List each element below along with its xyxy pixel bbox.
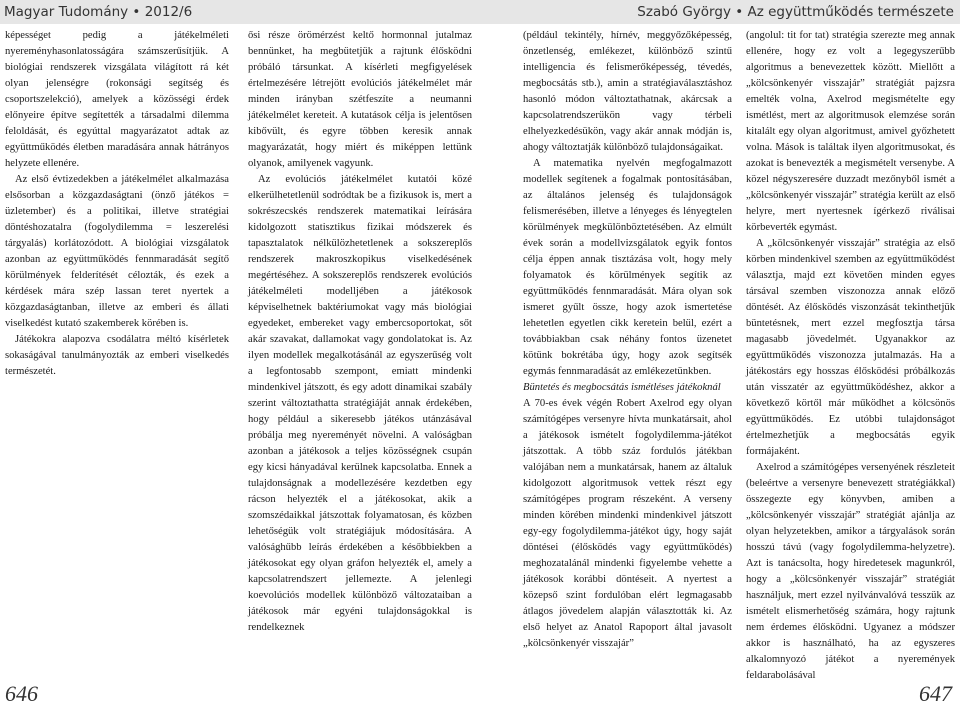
paragraph: ősi része örömérzést keltő hormonnal jutalmaz bennünket, ha megbütetjük a rajtunk élősködni próbáló társunkat. A kísérleti megfigyelések értelmezésére létrejött evolúciós játékelmélet már minden irányban szétfeszíte a neumanni játékelmélet kereteit. A kutatások célja is jelentősen kibővült, és egyre többen keresik annak magyarázatát, hogy miért és miképpen lettünk olyanok, amilyenek vagyunk. [248, 30, 472, 169]
right-column-1 [523, 28, 732, 658]
right-page [480, 0, 960, 720]
paragraph: (például tekintély, hírnév, meggyőzőképesség, önzetlenség, emlékezet, különböző szintű intelligencia és felismerőképesség, tévedés, megbocsátás stb.), amin a stratégiaválasztáshoz hasonló módon változtathatnak, akárcsak a kapcsolatrendszerükön vagy térbeli elhelyezkedésükön, vagy akár annak módján is, ahogy változtatják különböző tulajdonságaikat. [523, 30, 732, 153]
section-subheading: Büntetés és megbocsátás ismétléses játékoknál [523, 382, 721, 393]
paragraph: A 70-es évek végén Robert Axelrod egy olyan számítógépes versenyre hívta munkatársait, ahol a játékosok ismételt fogolydilemma-játékot játszottak. A több száz fordulós játékban valójában nem a munkatársak, hanem az általuk kidolgozott algoritmusok vettek részt egy számítógépes program részeként. A verseny minden körében mindenki mindenkivel játszott egy-egy fogolydilemma-játékot úgy, hogy saját döntései (élősködés vagy együttműködés) meghozatalánál mindenki figyelembe vehette a játékosok korábbi döntéseit. A nyertest a közepső szint fordulóban elért legmagasabb átlagos jövedelem alapján választották ki. Az első helyet az Anatol Rapoport által javasolt „kölcsönkenyér visszajár” [523, 398, 732, 649]
paragraph: Az első évtizedekben a játékelmélet alkalmazása elsősorban a közgazdaságtani (önző játékos = üzletember) és a politikai, illetve stratégiai döntéshozatalra (fogolydilemma = leszerelési tárgyalás) korlátozódott. A biológiai vizsgálatok azonban az együttműködés fennmaradását segítő körülmények felderítését célozták, és ezek a kérdések mára szép lassan teret nyertek a közgazdaságtanban, illetve az emberi és állati viselkedést kutató szakemberek körében is. [5, 174, 229, 329]
right-column-2 [746, 28, 955, 681]
paragraph: Játékokra alapozva csodálatra méltó kísérletek sokaságával tanulmányozták az emberi viselkedés természetét. [5, 334, 229, 377]
paragraph: Axelrod a számítógépes versenyének részleteit (beleértve a versenyre benevezett stratégiákkal) összegezte egy könyvben, amiben a „kölcsönkenyér visszajár” stratégiát ajánlja az olyan helyzetekben, amikor a tárgyalások során hosszú távú (vagy fogolydilemma-helyzetre). Azt is tanácsolta, hogy hiredetesek magunkról, hogy a „kölcsönkenyér visszajár” stratégiát használjuk, mert ezzel nyilvánvalóvá tesszük az ismételt elismerhetőség számára, hogy rajtunk nem érdemes élősködni. Ugyanez a módszer akkor is használható, ha az egyszeres alkalomnyozó játékot a nyeremények feldarabolásával [746, 462, 955, 681]
paragraph: A matematika nyelvén megfogalmazott modellek segítenek a fogalmak pontosításában, az általános jelenség és tulajdonságok felismerésében, illetve a lényeges és lényegtelen körülmények megkülönböztetésében. Az elmúlt évek során a modellvizsgálatok egyik fontos célja éppen annak tisztázása volt, hogy mely folyamatok és körülmények segítik az együttműködés fennmaradását. Mára olyan sok ismeret gyűlt össze, hogy azok ismertetése lehetetlen egyetlen cikk keretein belül, ezért a továbbiakban csak néhány fontos üzenetet kötünk bokrétába úgy, hogy azok segítsék egymás fennmaradását az emlékezetünkben. [523, 158, 732, 377]
paragraph: (angolul: tit for tat) stratégia szerezte meg annak ellenére, hogy ez volt a legegyszerűbb algoritmus a benevezettek között. Miellőtt a „kölcsönkenyér visszajár” stratégiát pajzsra emelték volna, Axelrod megismételte egy ismétlést, mert az algoritmusok elemzése során kitalált egy olyan algoritmust, amivel győzhetett volna. Mások is találtak ilyen algoritmusokat, és azokat is benevezték a megismételt versenybe. A közel négyszeresére duzzadt mezőnyből ismét a „kölcsönkenyér visszajár” stratégia került az első helyre, mert nyertesnek ígérkező riválisai körbeverték egymást. [746, 30, 955, 233]
paragraph: képességet pedig a játékelméleti nyereményhasonlatosságára számszerűsítjük. A biológiai rendszerek vizsgálata világított rá két olyan jelenségre (rokonsági segítség és csoportszelekció), amelyek a közösségi érdek előnyeire építve segítették a társadalmi dilemma feloldását, és egyúttal magyarázatot adtak az együttműködés életben maradására annak hátrányos helyzete ellenére. [5, 30, 229, 169]
paragraph: Az evolúciós játékelmélet kutatói közé elkerülhetetlenül sodródtak be a fizikusok is, mert a sokrészecskés rendszerek matematikai leírására kidolgozott statisztikus fizikai módszerek és tapasztalatok nélkülözhetetlenek a sokszereplős rendszerek makroszkopikus viselkedésének megértéséhez. A sokszereplős rendszerek evolúciós játékelméleti modelljében a játékosok képviselhetnek baktériumokat vagy más biológiai egyedeket, embereket vagy embercsoportokat, sőt akár szavakat, dallamokat vagy gondolatokat is. Az ilyen modellek megalkotásánál az egyszerűség volt a legfontosabb szempont, emiatt mindenki mindenkivel játszott, és egy adott dinamikai szabály szerint változtathatta stratégiáját annak érdekében, hogy például a sikeresebb játékos utánzásával próbálja meg nyereményét növelni. A valóságban azonban a játékosok a teljes közösségnek csupán egy kicsi hányadával kerülnek kapcsolatba. Ennek a tulajdonságnak a modellezésére kezdetben egy rácson helyezték el a játékosokat, akik a szomszédaikkal játszottak folyamatosan, és közben lehetőségük volt stratégiájuk módosítására. A valósághűbb leírás érdekében a későbbiekben a játékosokat egy olyan gráfon helyezték el, amely a kapcsolatrendszert jellemezte. A jelenlegi koevolúciós modellek különböző változataiban a játékosok már egyéni tulajdonságokkal is rendelkeznek [248, 174, 472, 633]
paragraph: A „kölcsönkenyér visszajár” stratégia az első körben mindenkivel szemben az együttműködést választja, majd ezt követően minden egyes társával szemben viszonozza annak előző döntését. Az élősködés viszonzását tekinthetjük büntetésnek, mert ezzel megfosztja társa magasabb jövedelmét. Ugyanakkor az együttműködés viszonozza jutalmazás. Ha a játékostárs egy hosszas élősködési próbálkozás után visszatér az együttműködéshez, akkor a következő körtől már működhet a kölcsönös együttműködés. Ez utóbbi tulajdonságot értelmezhetjük a megbocsátás egyik formájaként. [746, 238, 955, 457]
left-page-columns [5, 28, 472, 658]
left-column-1 [5, 28, 229, 658]
left-column-2 [248, 28, 472, 658]
running-header-right: Szabó György • Az együttműködés természete [480, 0, 960, 24]
page-number-right: 647 [919, 681, 952, 706]
right-page-columns [523, 28, 955, 681]
running-header-left: Magyar Tudomány • 2012/6 [0, 0, 480, 24]
page-number-left: 646 [5, 681, 38, 706]
